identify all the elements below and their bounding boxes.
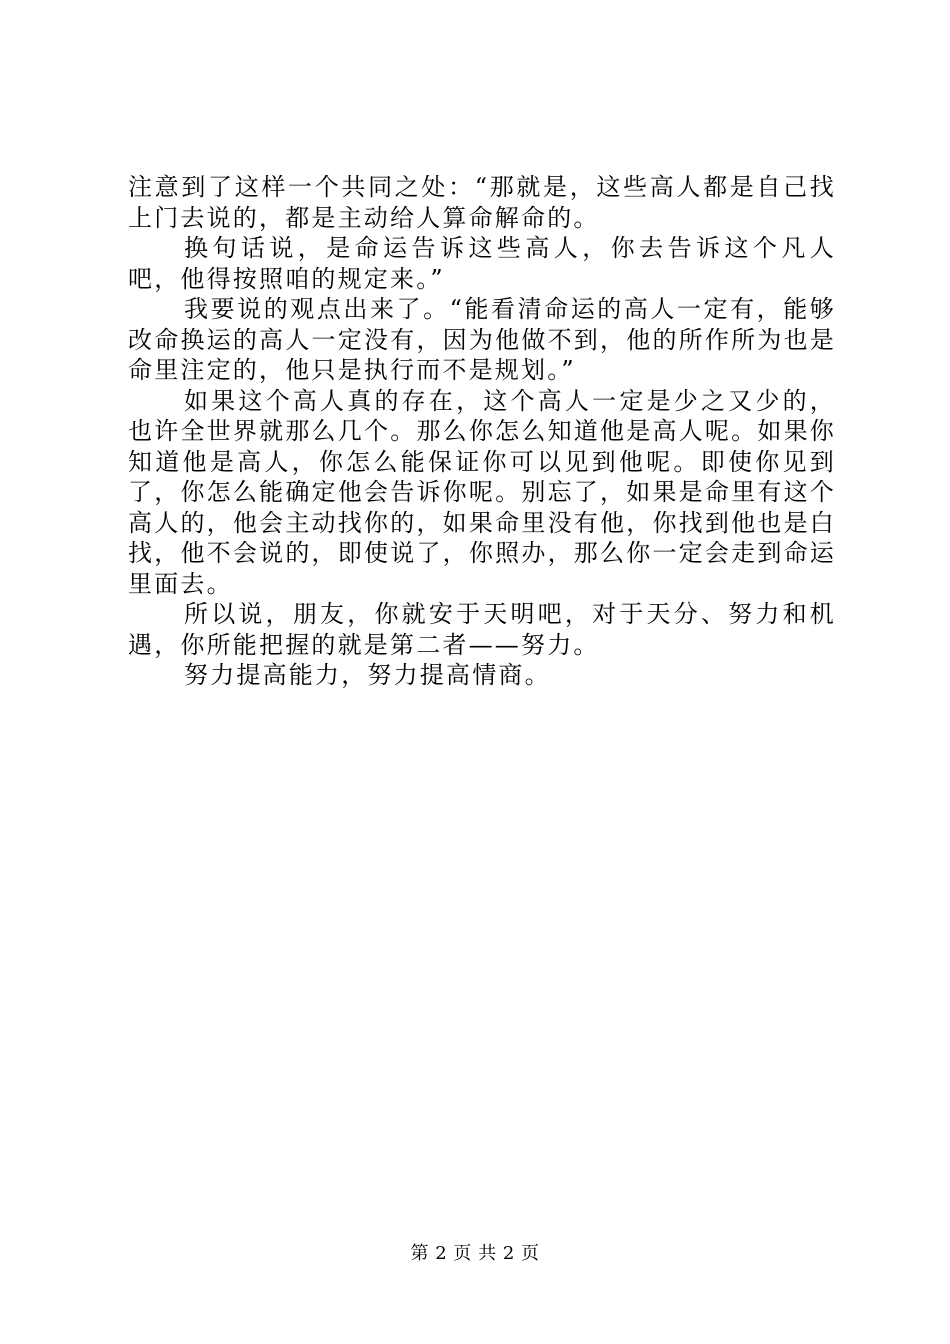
- paragraph-6: 努力提高能力，努力提高情商。: [184, 661, 551, 689]
- paragraph-1: 注意到了这样一个共同之处：“那就是，这些高人都是自己找上门去说的，都是主动给人算命解命的。: [128, 173, 836, 232]
- paragraph-4: 如果这个高人真的存在，这个高人一定是少之又少的，也许全世界就那么几个。那么你怎么知道他是高人呢。如果你知道他是高人，你怎么能保证你可以见到他呢。即使你见到了，你怎么能确定他会告诉你呢。别忘了，如果是命里有这个高人的，他会主动找你的，如果命里没有他，你找到他也是白找，他不会说的，即使说了，你照办，那么你一定会走到命运里面去。: [128, 386, 836, 598]
- paragraph-3: 我要说的观点出来了。“能看清命运的高人一定有，能够改命换运的高人一定没有，因为他做不到，他的所作所为也是命里注定的，他只是执行而不是规划。”: [128, 295, 836, 384]
- page-number-footer: 第 2 页 共 2 页: [410, 1243, 540, 1264]
- paragraph-5: 所以说，朋友，你就安于天明吧，对于天分、努力和机遇，你所能把握的就是第二者——努力。: [128, 600, 836, 659]
- paragraph-2: 换句话说，是命运告诉这些高人，你去告诉这个凡人吧，他得按照咱的规定来。”: [128, 234, 836, 293]
- document-body: [128, 172, 836, 691]
